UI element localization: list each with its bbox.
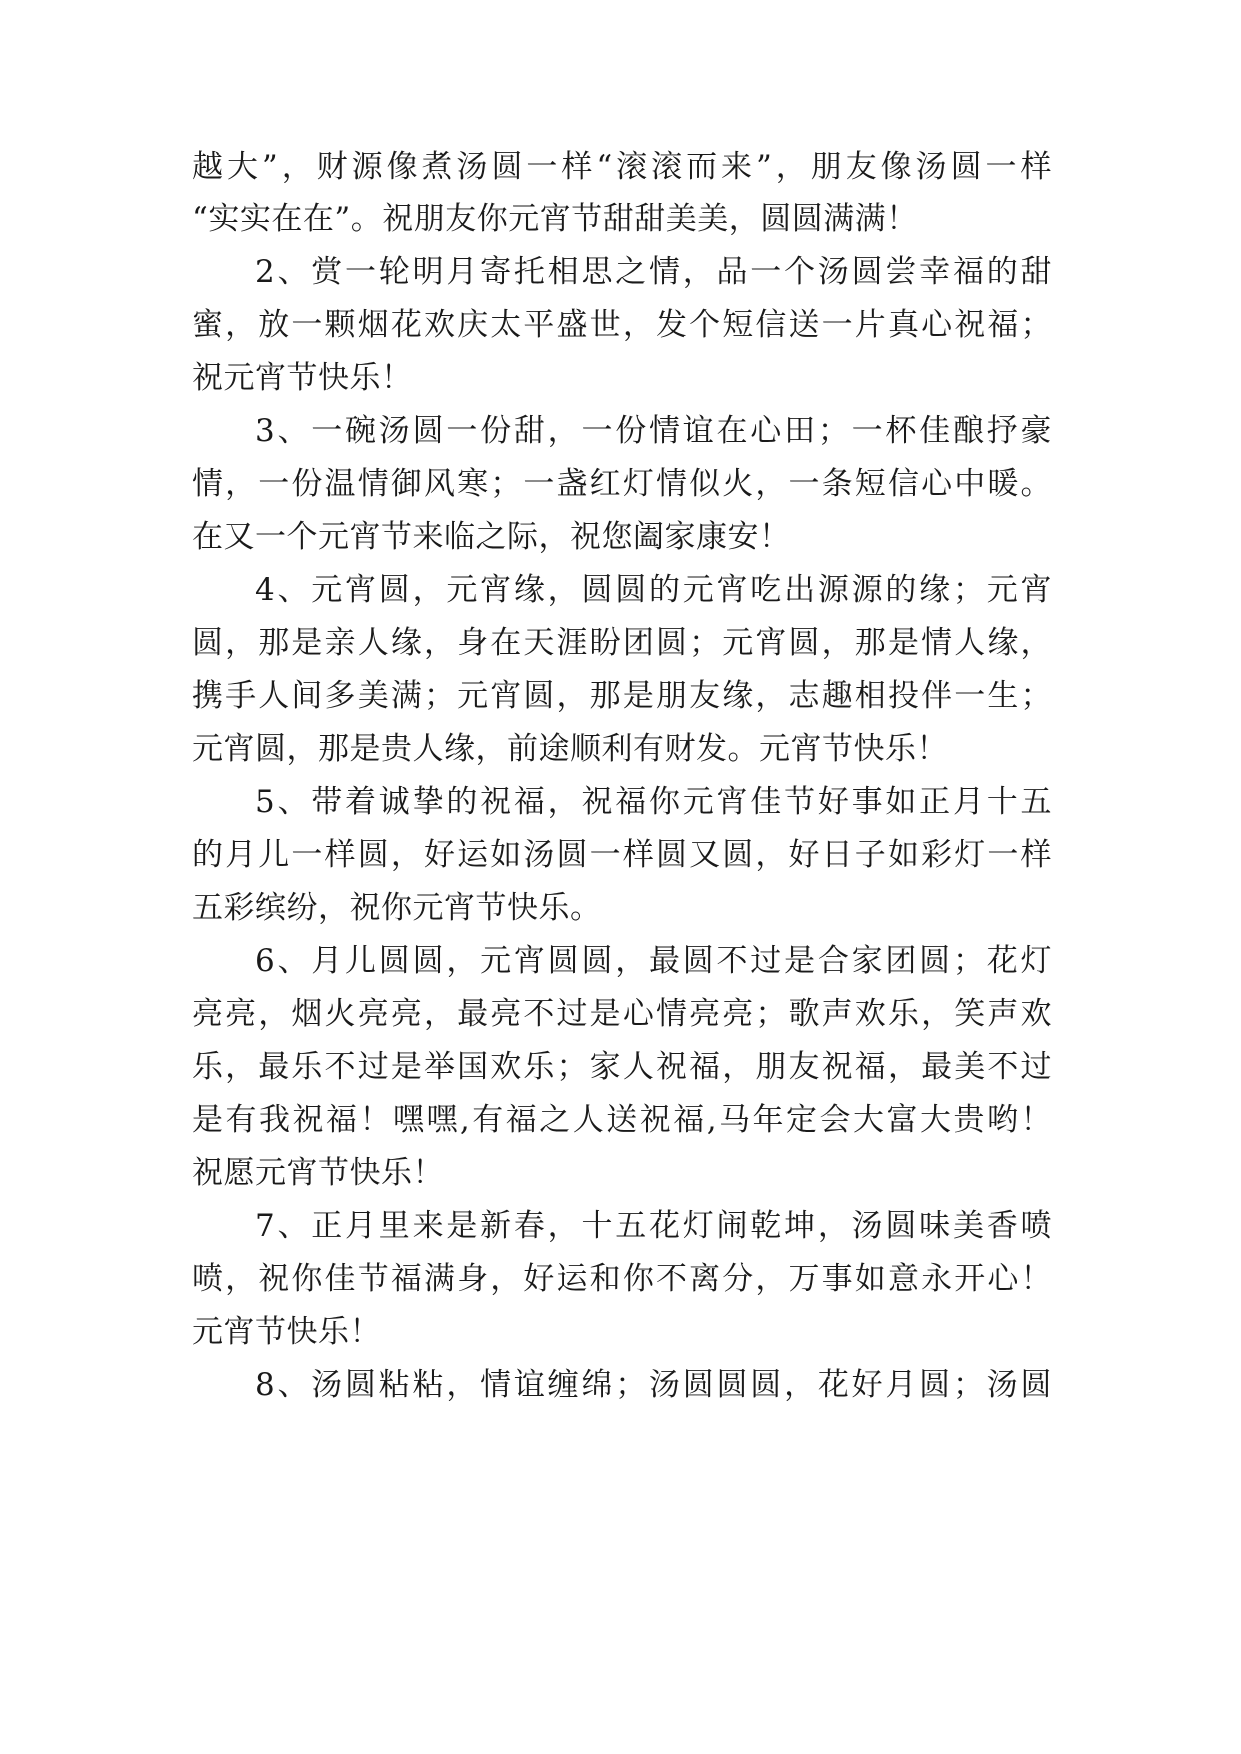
text-line: 祝愿元宵节快乐！: [192, 1155, 444, 1191]
text-line: 携手人间多美满；元宵圆，那是朋友缘，志趣相投伴一生；: [192, 678, 1052, 714]
text-line: 亮亮，烟火亮亮，最亮不过是心情亮亮；歌声欢乐，笑声欢: [192, 996, 1052, 1032]
text-line: 情，一份温情御风寒；一盏红灯情似火，一条短信心中暖。: [192, 466, 1052, 502]
text-line: 越大”，财源像煮汤圆一样“滚滚而来”，朋友像汤圆一样: [192, 149, 1052, 185]
text-line: 祝元宵节快乐！: [192, 360, 413, 396]
text-line: 在又一个元宵节来临之际，祝您阖家康安！: [192, 519, 791, 555]
text-line: 元宵圆，那是贵人缘，前途顺利有财发。元宵节快乐！: [192, 731, 948, 767]
text-line: 乐，最乐不过是举国欢乐；家人祝福，朋友祝福，最美不过: [192, 1049, 1052, 1085]
paragraph-start-8: 8、汤圆粘粘，情谊缠绵；汤圆圆圆，花好月圆；汤圆: [255, 1367, 1052, 1403]
paragraph-start-2: 2、赏一轮明月寄托相思之情，品一个汤圆尝幸福的甜: [255, 254, 1052, 290]
paragraph-start-5: 5、带着诚挚的祝福，祝福你元宵佳节好事如正月十五: [255, 784, 1052, 820]
text-line: 蜜，放一颗烟花欢庆太平盛世，发个短信送一片真心祝福；: [192, 307, 1052, 343]
text-line: 圆，那是亲人缘，身在天涯盼团圆；元宵圆，那是情人缘，: [192, 625, 1052, 661]
text-line: “实实在在”。祝朋友你元宵节甜甜美美，圆圆满满！: [192, 201, 918, 237]
text-line: 喷，祝你佳节福满身，好运和你不离分，万事如意永开心！: [192, 1261, 1052, 1297]
text-line: 是有我祝福！嘿嘿,有福之人送祝福,马年定会大富大贵哟！: [192, 1102, 1052, 1138]
paragraph-start-7: 7、正月里来是新春，十五花灯闹乾坤，汤圆味美香喷: [255, 1208, 1052, 1244]
paragraph-start-4: 4、元宵圆，元宵缘，圆圆的元宵吃出源源的缘；元宵: [255, 572, 1052, 608]
text-line: 的月儿一样圆，好运如汤圆一样圆又圆，好日子如彩灯一样: [192, 837, 1052, 873]
text-line: 元宵节快乐！: [192, 1314, 381, 1350]
paragraph-start-6: 6、月儿圆圆，元宵圆圆，最圆不过是合家团圆；花灯: [255, 943, 1052, 979]
paragraph-start-3: 3、一碗汤圆一份甜，一份情谊在心田；一杯佳酿抒豪: [255, 413, 1052, 449]
text-line: 五彩缤纷，祝你元宵节快乐。: [192, 890, 602, 926]
